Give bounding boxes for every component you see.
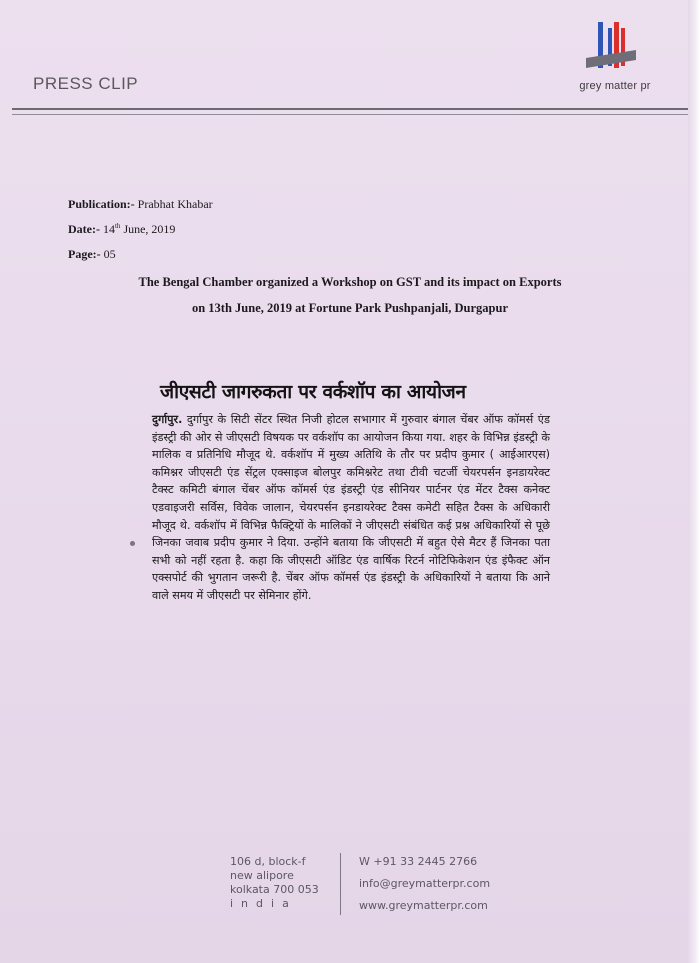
footer-website: www.greymatterpr.com — [359, 899, 488, 912]
paper-edge — [688, 0, 700, 963]
date-label: Date:- — [68, 222, 100, 236]
header-rule — [12, 108, 688, 110]
footer-phone: W +91 33 2445 2766 — [359, 855, 478, 868]
clipping-dateline: दुर्गापुर. — [152, 413, 183, 426]
footer-divider — [340, 853, 341, 915]
brand-name: grey matter pr — [579, 80, 651, 92]
publication-label: Publication:- — [68, 197, 135, 211]
page-line — [68, 247, 116, 262]
headline-line-1: The Bengal Chamber organized a Workshop on GST and its impact on Exports — [138, 275, 562, 289]
footer-contact — [359, 855, 519, 921]
section-label: PRESS CLIP — [33, 74, 139, 93]
date-rest: June, 2019 — [123, 222, 176, 236]
address-line: new alipore — [230, 869, 294, 882]
date-suffix: th — [114, 222, 121, 230]
header-rule-thin — [12, 114, 688, 115]
page-value: 05 — [103, 247, 116, 261]
publication-line — [68, 197, 213, 212]
headline-line-2: on 13th June, 2019 at Fortune Park Pushpanjali, Durgapur — [191, 301, 508, 315]
page-label: Page:- — [68, 247, 101, 261]
date-line — [68, 222, 175, 237]
publication-value: Prabhat Khabar — [137, 197, 213, 211]
address-line: kolkata 700 053 — [230, 883, 319, 896]
address-line: india — [230, 897, 297, 910]
clipping-title: जीएसटी जागरुकता पर वर्कशॉप का आयोजन — [160, 381, 466, 403]
footer-address — [230, 855, 330, 911]
clipping-body — [152, 411, 550, 605]
punch-mark — [130, 541, 135, 546]
clipping-text: दुर्गापुर के सिटी सेंटर स्थित निजी होटल सभागार में गुरुवार बंगाल चेंबर ऑफ कॉमर्स एंड इंडस्ट्री की ओर से जीएसटी विषयक पर वर्कशॉप का आयोजन किया गया. शहर के विभिन्न इंडस्ट्री के मालिक व प्रतिनिधि मौजूद थे. वर्कशॉप में मुख्य अतिथि के तौर पर प्रदीप कुमार ( आईआरएस) कमिश्नर जीएसटी एंड सेंट्रल एक्साइज बोलपुर कमिश्नरेट तथा टीवी चटर्जी चेयरपर्सन इनडायरेक्ट टैक्स्ट कमिटी बंगाल चेंबर ऑफ कॉमर्स एंड इंडस्ट्री एंड सीनियर पार्टनर एंड मेंटर टैक्स कनेक्ट एडवाइजरी सर्विस, विवेक जालान, चेयरपर्सन इनडायरेक्ट टैक्स कमेटी सहित टैक्स के अधिकारी मौजूद थे. वर्कशॉप में विभिन्न फैक्ट्रियों के मालिकों ने जीएसटी संबंधित कई प्रश्न अधिकारियों से पूछे जिनका जवाब प्रदीप कुमार ने दिया. उन्होंने बताया कि जीएसटी में बहुत ऐसे मैटर हैं जिनका पता सभी को नहीं रहता है. कहा कि जीएसटी ऑडिट एंड वार्षिक रिटर्न नोटिफिकेशन एंड इंफैक्ट ऑन एक्सपोर्ट की भुगतान जरूरी है. चेंबर ऑफ कॉमर्स एंड इंडस्ट्री के अधिकारियों ने बताया कि आने वाले समय में जीएसटी पर सेमिनार होंगे. — [152, 413, 550, 602]
date-day: 14 — [102, 222, 115, 236]
address-line: 106 d, block-f — [230, 855, 306, 868]
footer-email: info@greymatterpr.com — [359, 877, 491, 890]
grey-matter-logo — [580, 18, 642, 78]
